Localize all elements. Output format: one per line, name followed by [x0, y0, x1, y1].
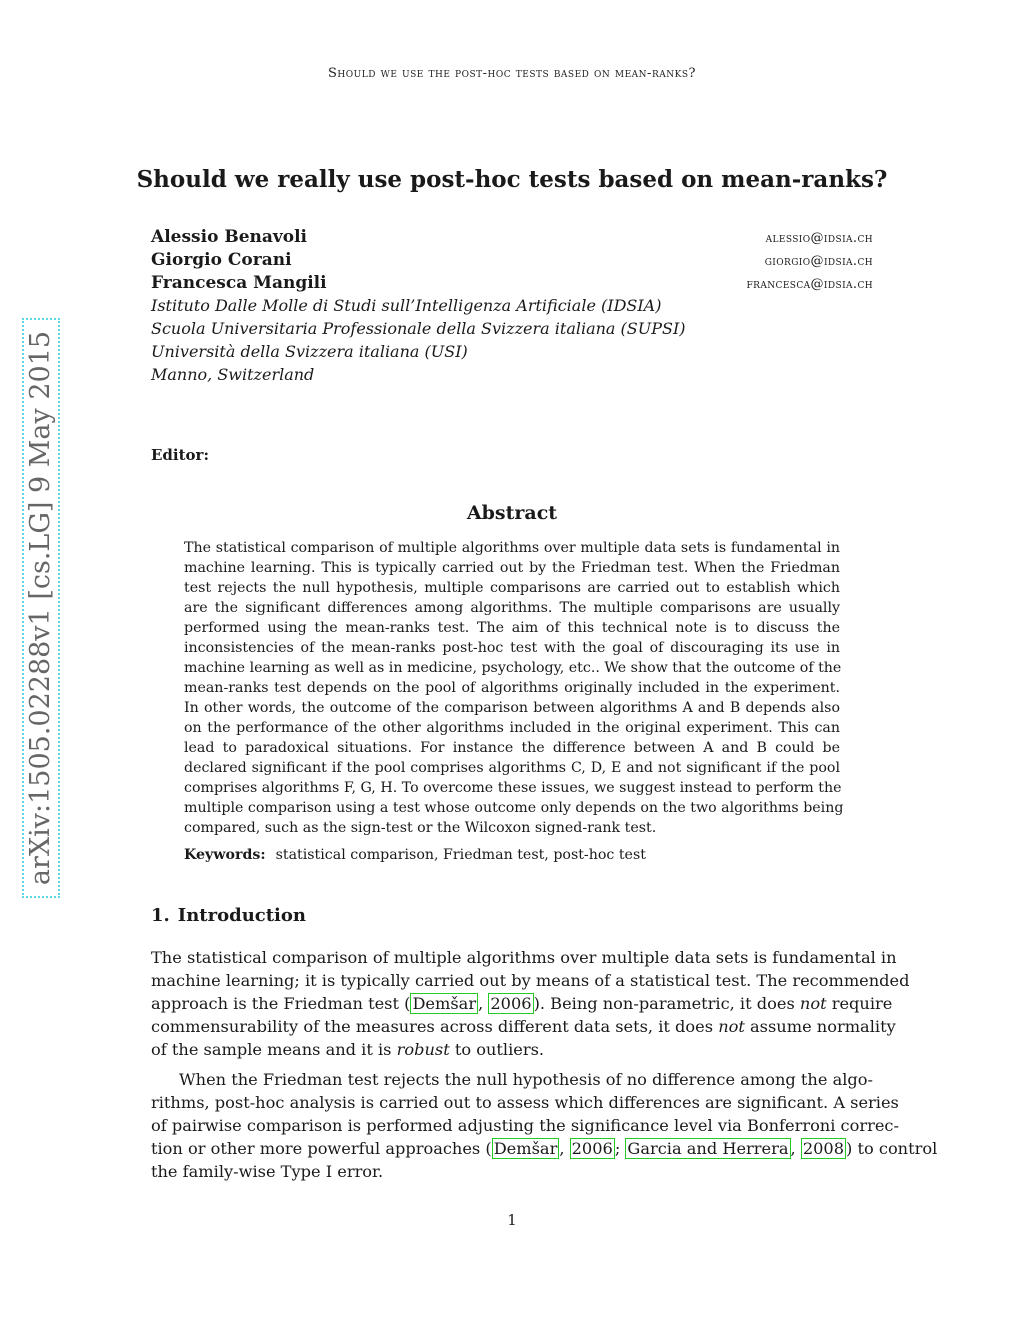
body-line: of the sample means and it is robust to outliers.	[151, 1040, 545, 1059]
author-email[interactable]: francesca@idsia.ch	[746, 277, 873, 292]
abstract-line: lead to paradoxical situations. For instance the difference between A and B could be	[184, 740, 840, 756]
author-name: Giorgio Corani	[151, 250, 292, 270]
arxiv-stamp[interactable]: arXiv:1505.02288v1 [cs.LG] 9 May 2015	[22, 318, 60, 898]
citation-link[interactable]: Demšar	[412, 994, 477, 1013]
author-name: Francesca Mangili	[151, 273, 327, 293]
body-line: tion or other more powerful approaches ( Demšar , 2006 ; Garcia and Herrera , 2008 ) to control	[151, 1139, 938, 1158]
abstract-line: machine learning. This is typically carried out by the Friedman test. When the Friedman	[184, 560, 840, 576]
citation-link[interactable]: 2006	[571, 1139, 613, 1158]
citation-link[interactable]: 2006	[490, 994, 532, 1013]
abstract-line: declared significant if the pool comprises algorithms C, D, E and not significant if the pool	[184, 760, 840, 776]
citation-link[interactable]: 2008	[802, 1139, 845, 1158]
affiliation-line: Scuola Universitaria Professionale della Svizzera italiana (SUPSI)	[151, 319, 686, 338]
abstract-line: comprises algorithms F, G, H. To overcome these issues, we suggest instead to perform the	[184, 780, 842, 796]
abstract-line: on the performance of the other algorithms included in the original experiment. This can	[184, 720, 840, 736]
abstract-line: The statistical comparison of multiple algorithms over multiple data sets is fundamental in	[184, 540, 840, 556]
editor-label: Editor:	[151, 446, 209, 464]
section-title: Introduction	[177, 905, 306, 926]
abstract-line: machine learning as well as in medicine, psychology, etc.. We show that the outcome of the	[184, 660, 842, 676]
body-line: rithms, post-hoc analysis is carried out to assess which differences are significant. A series	[151, 1093, 899, 1112]
page-number: 1	[507, 1211, 517, 1229]
abstract-line: performed using the mean-ranks test. The aim of this technical note is to discuss the	[184, 620, 840, 636]
keywords-label: Keywords:	[184, 847, 266, 863]
abstract-line: mean-ranks test depends on the pool of algorithms originally included in the experiment.	[184, 680, 840, 696]
abstract-line: multiple comparison using a test whose outcome only depends on the two algorithms being	[184, 800, 844, 816]
abstract-line: In other words, the outcome of the comparison between algorithms A and B depends also	[184, 700, 840, 716]
abstract-line: compared, such as the sign-test or the Wilcoxon signed-rank test.	[184, 820, 657, 836]
abstract-heading: Abstract	[466, 502, 558, 524]
body-line: approach is the Friedman test ( Demšar , 2006 ). Being non-parametric, it does not require	[151, 994, 893, 1013]
keywords-text: statistical comparison, Friedman test, post-hoc test	[275, 847, 646, 863]
author-name: Alessio Benavoli	[151, 227, 308, 247]
body-line: machine learning; it is typically carried out by means of a statistical test. The recommended	[151, 971, 910, 990]
abstract-line: are the significant differences among algorithms. The multiple comparisons are usually	[184, 600, 840, 616]
author-email[interactable]: alessio@idsia.ch	[765, 231, 873, 246]
body-line: commensurability of the measures across different data sets, it does not assume normality	[151, 1017, 896, 1036]
citation-link[interactable]: Demšar	[493, 1139, 558, 1158]
body-line: of pairwise comparison is performed adjusting the significance level via Bonferroni correc-	[151, 1116, 899, 1135]
body-line: the family-wise Type I error.	[151, 1162, 384, 1181]
citation-link[interactable]: Garcia and Herrera	[627, 1139, 789, 1158]
section-heading	[151, 905, 306, 926]
affiliation-line: Università della Svizzera italiana (USI)	[151, 342, 468, 361]
author-email[interactable]: giorgio@idsia.ch	[764, 254, 873, 269]
section-number: 1.	[151, 905, 170, 926]
affiliation-line: Manno, Switzerland	[151, 365, 315, 384]
body-line: The statistical comparison of multiple algorithms over multiple data sets is fundamental in	[151, 948, 897, 967]
abstract-line: test rejects the null hypothesis, multiple comparisons are carried out to establish which	[184, 580, 840, 596]
affiliation-line: Istituto Dalle Molle di Studi sull’Intelligenza Artificiale (IDSIA)	[151, 296, 662, 315]
body-line: When the Friedman test rejects the null hypothesis of no difference among the algo-	[179, 1070, 873, 1089]
paper-title: Should we really use post-hoc tests based on mean-ranks?	[136, 166, 888, 193]
running-head: Should we use the post-hoc tests based on mean-ranks?	[328, 66, 696, 81]
keywords	[184, 847, 646, 863]
abstract-line: inconsistencies of the mean-ranks post-hoc test with the goal of discouraging its use in	[184, 640, 840, 656]
